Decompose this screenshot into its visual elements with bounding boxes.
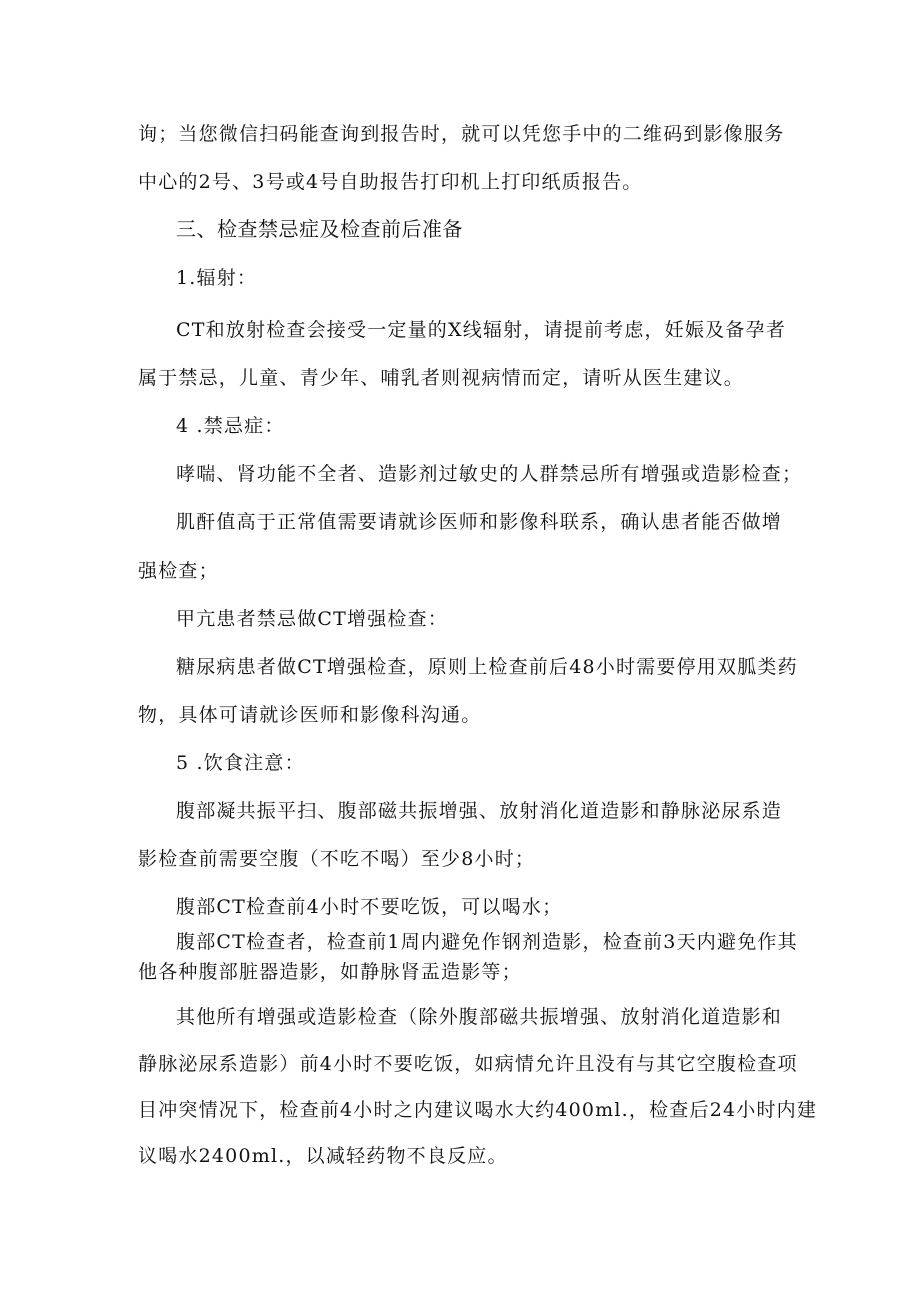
text-line-6: 属于禁忌，儿童、青少年、哺乳者则视病情而定，请听从医生建议。 bbox=[138, 367, 745, 389]
text-line-1: 询；当您微信扫码能查询到报告时，就可以凭您手中的二维码到影像服务 bbox=[138, 123, 785, 145]
text-line-19: 他各种腹部脏器造影，如静脉肾盂造影等； bbox=[138, 961, 522, 983]
text-line-20: 其他所有增强或造影检查（除外腹部磁共振增强、放射消化道造影和 bbox=[176, 1006, 783, 1028]
text-line-21: 静脉泌尿系造影）前4小时不要吃饭，如病情允许且没有与其它空腹检查项 bbox=[138, 1053, 798, 1075]
text-line-15: 腹部凝共振平扫、腹部磁共振增强、放射消化道造影和静脉泌尿系造 bbox=[176, 800, 783, 822]
text-line-17: 腹部CT检查前4小时不要吃饭，可以喝水； bbox=[176, 896, 563, 918]
text-line-10: 强检查； bbox=[138, 560, 219, 582]
text-line-11: 甲亢患者禁忌做CT增强检查： bbox=[176, 608, 449, 630]
subheading-radiation: 1.辐射： bbox=[176, 267, 258, 289]
text-line-9: 肌酐值高于正常值需要请就诊医师和影像科联系，确认患者能否做增 bbox=[176, 511, 783, 533]
text-line-22: 目冲突情况下，检查前4小时之内建议喝水大约400ml.，检查后24小时内建 bbox=[138, 1099, 818, 1121]
text-line-16: 影检查前需要空腹（不吃不喝）至少8小时； bbox=[138, 848, 536, 870]
text-line-2: 中心的2号、3号或4号自助报告打印机上打印纸质报告。 bbox=[138, 171, 643, 193]
text-line-23: 议喝水2400ml.，以减轻药物不良反应。 bbox=[138, 1145, 508, 1167]
text-line-12: 糖尿病患者做CT增强检查，原则上检查前后48小时需要停用双胍类药 bbox=[176, 656, 798, 678]
subheading-contraindications: 4 .禁忌症： bbox=[176, 415, 285, 437]
text-line-5: CT和放射检查会接受一定量的X线辐射，请提前考虑，妊娠及备孕者 bbox=[176, 319, 786, 341]
text-line-8: 哮喘、肾功能不全者、造影剂过敏史的人群禁忌所有增强或造影检查； bbox=[176, 463, 803, 485]
section-heading: 三、检查禁忌症及检查前后准备 bbox=[176, 217, 463, 241]
subheading-diet: 5 .饮食注意： bbox=[176, 752, 305, 774]
text-line-13: 物，具体可请就诊医师和影像科沟通。 bbox=[138, 704, 482, 726]
text-line-18: 腹部CT检查者，检查前1周内避免作钢剂造影，检查前3天内避免作其 bbox=[176, 931, 798, 953]
